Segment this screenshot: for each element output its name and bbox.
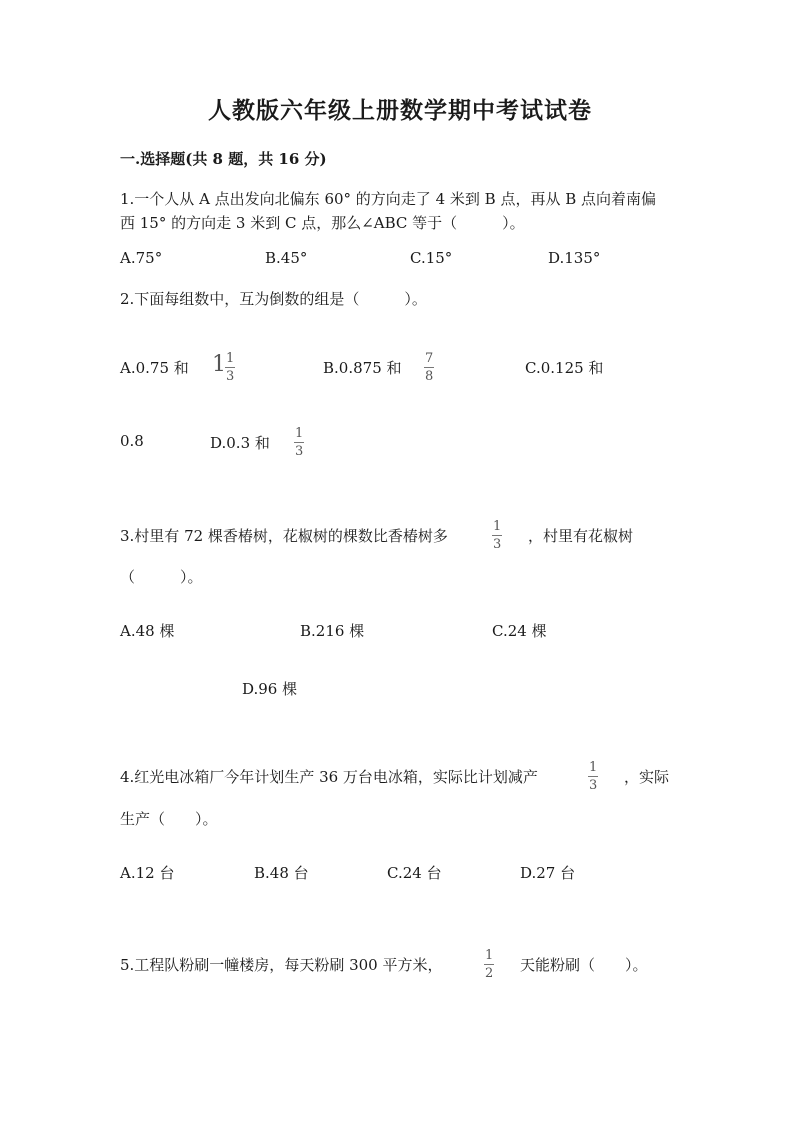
q4-text-line1-b: ，实际 <box>624 768 670 786</box>
q3-option-b: B.216 棵 <box>300 622 365 640</box>
q5-text-line1-a: 5.工程队粉刷一幢楼房，每天粉刷 300 平方米， <box>120 956 443 974</box>
q2-option-b-label: B.0.875 和 <box>323 359 402 377</box>
q4-text-line1-a: 4.红光电冰箱厂今年计划生产 36 万台电冰箱，实际比计划减产 <box>120 768 538 786</box>
fraction-numerator: 1 <box>589 760 598 775</box>
q3-fraction <box>492 520 502 551</box>
fraction-numerator: 1 <box>295 426 304 441</box>
q3-text-line1-a: 3.村里有 72 棵香椿树，花椒树的棵数比香椿树多 <box>120 527 448 545</box>
fraction-bar <box>484 964 494 965</box>
q1-text-line1: 1.一个人从 A 点出发向北偏东 60° 的方向走了 4 米到 B 点，再从 B 点向着南偏 <box>120 190 657 208</box>
q3-option-a: A.48 棵 <box>120 622 175 640</box>
q4-text-line2: 生产（ ）。 <box>120 810 218 828</box>
q2-option-d-label: D.0.3 和 <box>210 434 270 452</box>
q4-option-d: D.27 台 <box>520 864 576 882</box>
fraction-denominator: 8 <box>425 369 434 384</box>
fraction-numerator: 1 <box>493 519 502 534</box>
q4-option-b: B.48 台 <box>254 864 309 882</box>
fraction-numerator: 7 <box>425 351 434 366</box>
q2-option-a-fraction <box>225 352 235 383</box>
q2-text: 2.下面每组数中，互为倒数的组是（ ）。 <box>120 290 427 308</box>
q1-option-c: C.15° <box>410 249 453 267</box>
fraction-denominator: 2 <box>485 966 494 981</box>
fraction-bar <box>225 367 235 368</box>
fraction-bar <box>588 776 598 777</box>
q3-text-line2: （ ）。 <box>120 568 203 586</box>
fraction-numerator: 1 <box>485 948 494 963</box>
fraction-denominator: 3 <box>589 778 598 793</box>
section-heading: 一.选择题(共 8 题，共 16 分) <box>120 150 327 168</box>
q4-option-a: A.12 台 <box>120 864 175 882</box>
q2-option-b-fraction <box>424 352 434 383</box>
q4-fraction <box>588 761 598 792</box>
q2-option-c-label: C.0.125 和 <box>525 359 604 377</box>
q1-option-b: B.45° <box>265 249 308 267</box>
q2-option-a-whole: 1 <box>212 352 226 377</box>
q2-option-a-label: A.0.75 和 <box>120 359 189 377</box>
fraction-bar <box>492 535 502 536</box>
q5-text-line1-b: 天能粉刷（ ）。 <box>520 956 648 974</box>
q1-option-a: A.75° <box>120 249 163 267</box>
fraction-numerator: 1 <box>226 351 235 366</box>
fraction-bar <box>424 367 434 368</box>
fraction-denominator: 3 <box>493 537 502 552</box>
q3-text-line1-b: ，村里有花椒树 <box>528 527 634 545</box>
page-title: 人教版六年级上册数学期中考试试卷 <box>208 97 592 124</box>
q4-option-c: C.24 台 <box>387 864 442 882</box>
fraction-denominator: 3 <box>295 444 304 459</box>
q2-option-c-continued: 0.8 <box>120 432 144 450</box>
q1-text-line2: 西 15° 的方向走 3 米到 C 点，那么∠ABC 等于（ ）。 <box>120 214 525 232</box>
fraction-denominator: 3 <box>226 369 235 384</box>
q5-fraction <box>484 949 494 980</box>
q3-option-d: D.96 棵 <box>242 680 298 698</box>
fraction-bar <box>294 442 304 443</box>
q2-option-d-fraction <box>294 427 304 458</box>
q1-option-d: D.135° <box>548 249 601 267</box>
q3-option-c: C.24 棵 <box>492 622 547 640</box>
